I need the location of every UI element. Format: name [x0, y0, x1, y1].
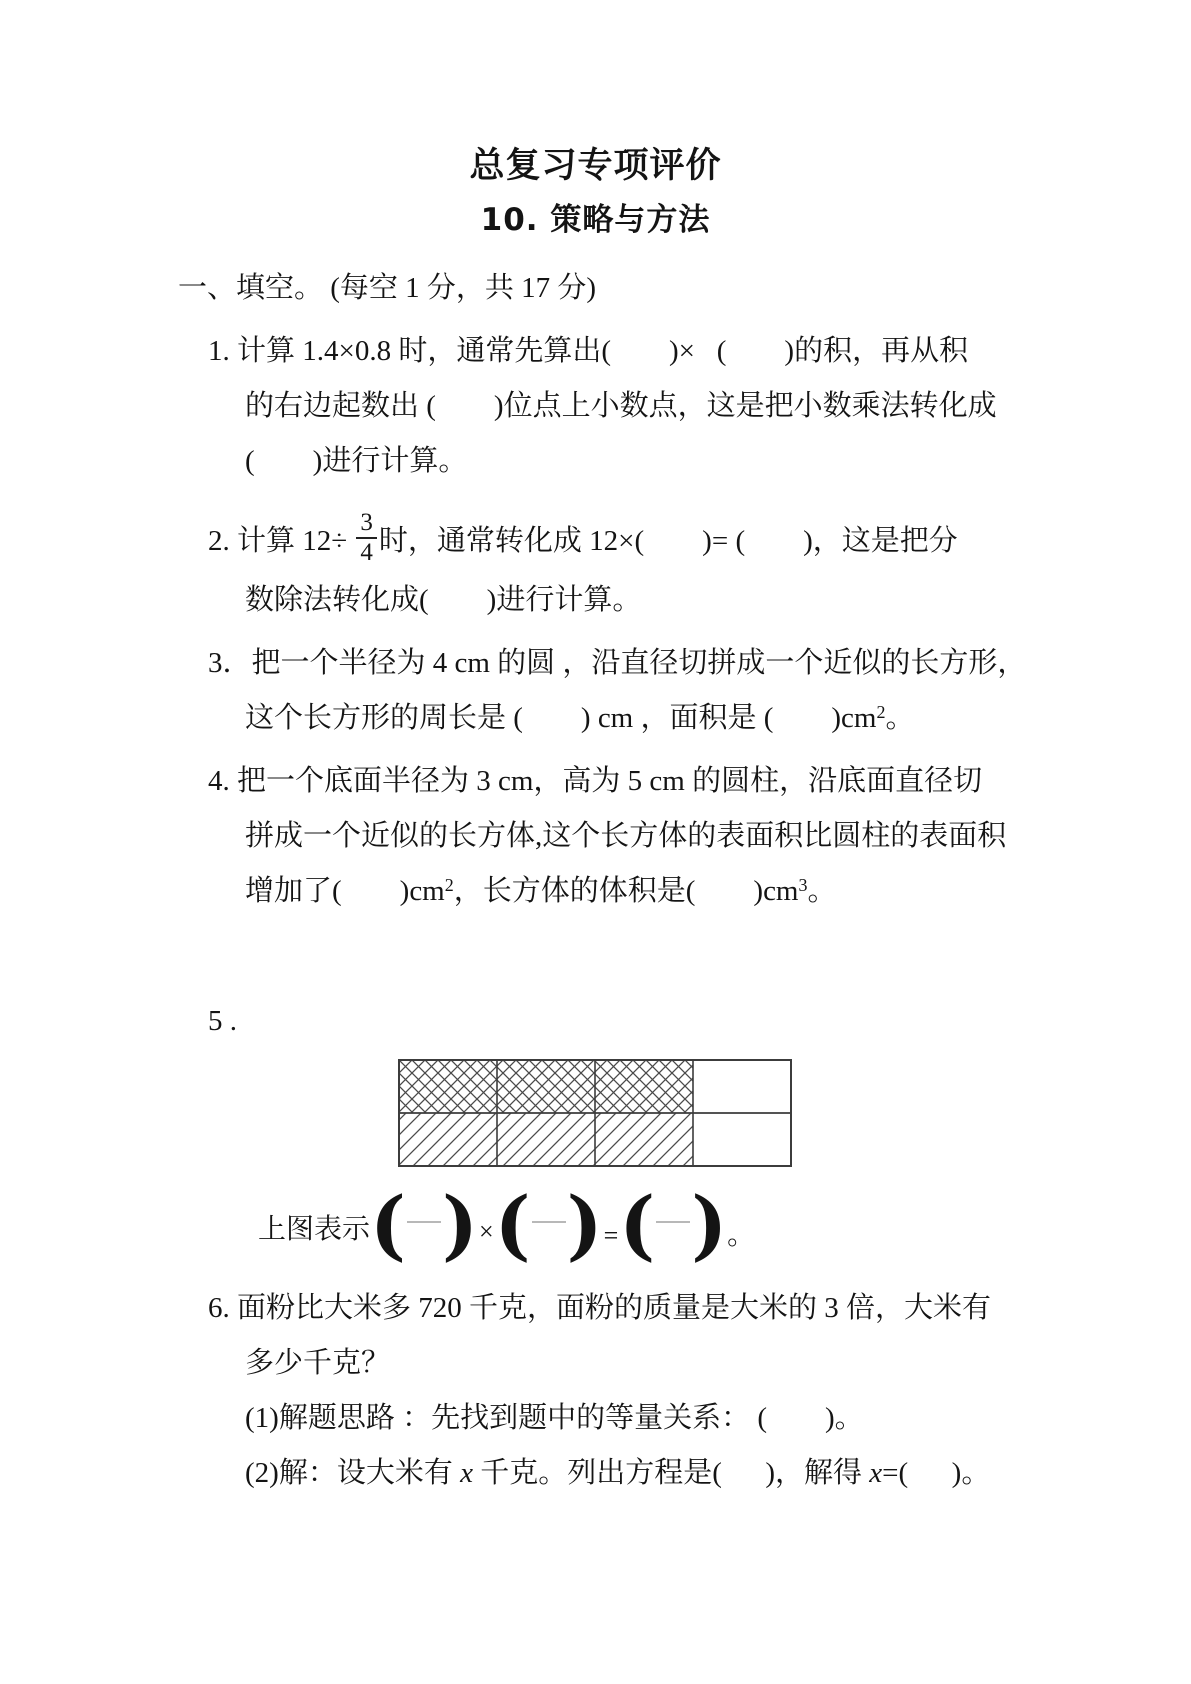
question-4-line-3-pre: 增加了( )cm — [245, 875, 445, 907]
question-3-line-2-text: 这个长方形的周长是 ( ) cm ，面积是 ( )cm — [245, 702, 877, 734]
close-paren: ) — [691, 1180, 728, 1269]
question-4 — [170, 754, 1021, 919]
question-2-line-2: 数除法转化成( )进行计算。 — [245, 584, 642, 616]
expression-prefix: 上图表示 — [258, 1214, 371, 1245]
squared-superscript: 2 — [444, 875, 454, 895]
cubed-superscript: 3 — [798, 875, 808, 895]
close-paren: ) — [441, 1180, 478, 1269]
question-1-line-2: 的右边起数出 ( )位点上小数点，这是把小数乘法转化成 — [245, 390, 997, 422]
open-paren: ( — [494, 1180, 531, 1269]
blank-fraction-slot-3 — [656, 1221, 690, 1223]
question-3-line-2-period: 。 — [885, 702, 915, 734]
question-2-line-1 — [208, 503, 1021, 573]
question-1 — [170, 324, 1021, 489]
question-2-text-pre: 2. 计算 12÷ — [208, 524, 355, 557]
question-3-line-2 — [245, 691, 1021, 746]
question-6-line-4-pre: (2)解：设大米有 — [245, 1457, 461, 1489]
question-6-line-4 — [245, 1446, 1021, 1501]
question-6-line-2: 多少千克？ — [245, 1347, 391, 1379]
fraction-three-fourths — [356, 510, 377, 566]
question-4-line-3 — [245, 864, 1021, 919]
shaded-top-row — [399, 1060, 693, 1113]
close-paren: ) — [566, 1180, 603, 1269]
question-6-line-1: 6. 面粉比大米多 720 千克，面粉的质量是大米的 3 倍，大米有 — [208, 1292, 992, 1324]
question-5 — [170, 994, 1021, 1269]
page-title: 总复习专项评价 — [469, 146, 722, 186]
question-2 — [170, 503, 1021, 628]
question-4-line-1: 4. 把一个底面半径为 3 cm，高为 5 cm 的圆柱，沿底面直径切 — [208, 765, 983, 797]
section-heading: 一、填空。 (每空 1 分，共 17 分) — [178, 272, 597, 304]
page-subtitle: 10. 策略与方法 — [480, 202, 711, 238]
fraction-denominator: 4 — [360, 539, 373, 566]
question-4-line-3-period: 。 — [807, 875, 837, 907]
blank-fraction-slot-1 — [407, 1221, 441, 1223]
question-6-line-4-mid: 千克。列出方程是( )，解得 — [472, 1457, 870, 1489]
question-2-text-post: 时，通常转化成 12×( )= ( )，这是把分 — [378, 524, 958, 557]
question-3-line-1: 3．把一个半径为 4 cm 的圆 ，沿直径切拼成一个近似的长方形， — [208, 647, 1027, 679]
question-6 — [170, 1281, 1021, 1501]
question-5-expression — [258, 1179, 1021, 1269]
fraction-numerator: 3 — [356, 510, 377, 539]
question-5-label: 5 . — [208, 1005, 237, 1037]
shaded-bottom-row — [399, 1113, 693, 1166]
question-6-line-4-post: =( )。 — [882, 1457, 991, 1489]
question-1-line-1: 1. 计算 1.4×0.8 时，通常先算出( )× ( )的积，再从积 — [208, 335, 969, 367]
multiply-sign: × — [478, 1217, 494, 1246]
open-paren: ( — [370, 1180, 406, 1269]
question-4-line-3-mid: ，长方体的体积是( )cm — [453, 875, 799, 907]
question-4-line-2: 拼成一个近似的长方体,这个长方体的表面积比圆柱的表面积 — [245, 820, 1007, 852]
variable-x: x — [460, 1457, 473, 1489]
question-3 — [170, 636, 1027, 746]
blank-fraction-slot-2 — [532, 1221, 566, 1223]
fraction-model-figure — [398, 1059, 1021, 1167]
squared-superscript: 2 — [876, 702, 886, 722]
full-stop: 。 — [727, 1220, 756, 1251]
question-6-line-3: (1)解题思路 ：先找到题中的等量关系： ( )。 — [245, 1402, 864, 1434]
question-1-line-3: ( )进行计算。 — [245, 445, 468, 477]
equals-sign: = — [603, 1221, 619, 1250]
variable-x: x — [869, 1457, 883, 1489]
fraction-model-svg — [398, 1059, 792, 1167]
open-paren: ( — [619, 1180, 656, 1269]
